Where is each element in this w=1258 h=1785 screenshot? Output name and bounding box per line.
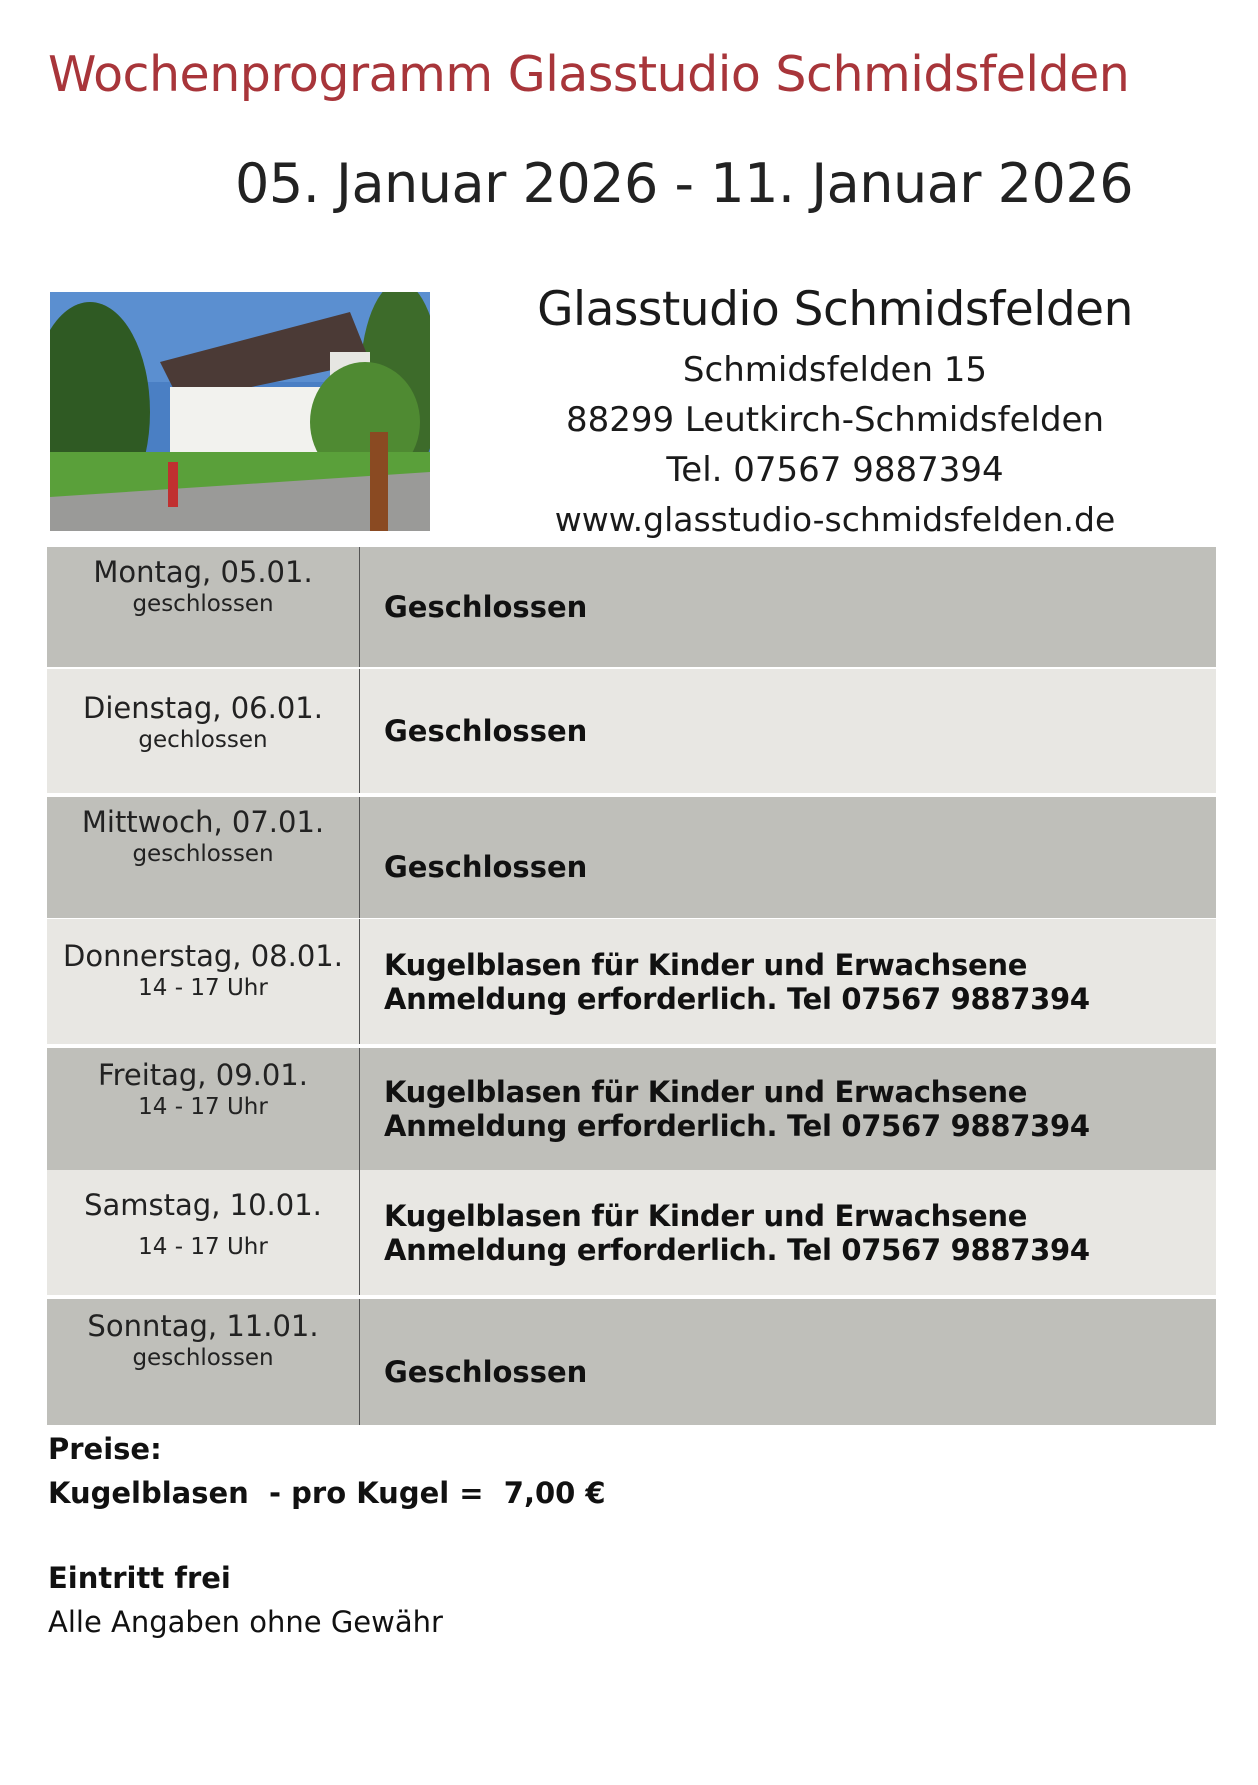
day-hours: gechlossen bbox=[138, 727, 268, 753]
day-hours: geschlossen bbox=[132, 1345, 274, 1371]
day-label: Donnerstag, 08.01. bbox=[63, 939, 343, 973]
website-link[interactable]: www.glasstudio-schmidsfelden.de bbox=[554, 500, 1116, 539]
table-row bbox=[47, 919, 1216, 1044]
phone-number: Tel. 07567 9887394 bbox=[666, 450, 1004, 490]
day-hours: geschlossen bbox=[132, 591, 274, 617]
day-cell bbox=[47, 1299, 360, 1425]
studio-name: Glasstudio Schmidsfelden bbox=[537, 282, 1133, 337]
day-cell bbox=[47, 547, 360, 667]
day-label: Dienstag, 06.01. bbox=[83, 691, 323, 725]
admission-note: Eintritt frei bbox=[48, 1561, 231, 1595]
table-row bbox=[47, 1299, 1216, 1425]
program-cell: Kugelblasen für Kinder und Erwachsene Anmeldung erforderlich. Tel 07567 9887394 bbox=[384, 1198, 1090, 1267]
table-row bbox=[47, 669, 1216, 793]
studio-building-photo bbox=[50, 292, 430, 531]
prices-heading: Preise: bbox=[48, 1432, 162, 1466]
street-address: Schmidsfelden 15 bbox=[682, 350, 988, 390]
day-hours: geschlossen bbox=[132, 841, 274, 867]
day-label: Sonntag, 11.01. bbox=[87, 1309, 319, 1343]
day-cell bbox=[47, 919, 360, 1044]
program-cell: Kugelblasen für Kinder und Erwachsene Anmeldung erforderlich. Tel 07567 9887394 bbox=[384, 947, 1090, 1016]
disclaimer: Alle Angaben ohne Gewähr bbox=[48, 1605, 443, 1639]
day-hours: 14 - 17 Uhr bbox=[138, 975, 268, 1001]
table-row bbox=[47, 797, 1216, 918]
program-cell: Kugelblasen für Kinder und Erwachsene Anmeldung erforderlich. Tel 07567 9887394 bbox=[384, 1075, 1090, 1143]
city-address: 88299 Leutkirch-Schmidsfelden bbox=[565, 400, 1105, 440]
day-hours: 14 - 17 Uhr bbox=[138, 1094, 268, 1120]
day-label: Mittwoch, 07.01. bbox=[81, 805, 325, 839]
day-cell bbox=[47, 797, 360, 918]
day-label: Freitag, 09.01. bbox=[98, 1058, 308, 1092]
day-label: Samstag, 10.01. bbox=[84, 1188, 322, 1222]
table-row bbox=[47, 1170, 1216, 1295]
program-cell: Geschlossen bbox=[384, 850, 588, 884]
table-row bbox=[47, 1048, 1216, 1170]
day-hours: 14 - 17 Uhr bbox=[138, 1234, 268, 1260]
day-label: Montag, 05.01. bbox=[93, 555, 313, 589]
date-range: 05. Januar 2026 - 11. Januar 2026 bbox=[235, 152, 1134, 215]
program-cell: Geschlossen bbox=[384, 1354, 588, 1389]
price-line: Kugelblasen - pro Kugel = 7,00 € bbox=[48, 1476, 606, 1510]
day-cell bbox=[47, 1170, 360, 1295]
day-cell bbox=[47, 669, 360, 793]
page-title: Wochenprogramm Glasstudio Schmidsfelden bbox=[48, 46, 1130, 103]
program-cell: Geschlossen bbox=[384, 589, 588, 624]
day-cell bbox=[47, 1048, 360, 1170]
program-cell: Geschlossen bbox=[384, 713, 588, 748]
table-row bbox=[47, 547, 1216, 667]
